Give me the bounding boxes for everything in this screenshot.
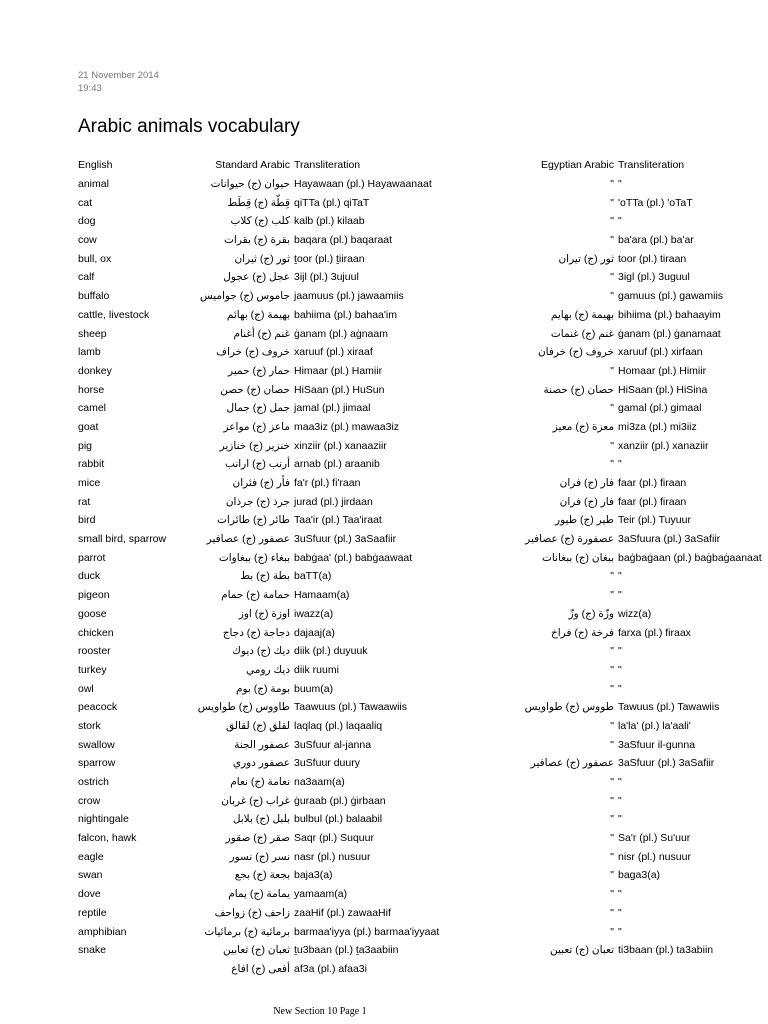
cell-egyptian-transliteration: mi3za (pl.) mi3iiz — [618, 420, 697, 433]
table-row — [76, 436, 768, 455]
table-row — [76, 754, 768, 773]
cell-egyptian-arabic: " — [610, 850, 614, 863]
table-row — [76, 941, 768, 960]
cell-egyptian-transliteration: ti3baan (pl.) ta3abiin — [618, 944, 714, 957]
cell-english: nightingale — [78, 813, 129, 826]
cell-egyptian-transliteration: " — [618, 645, 622, 658]
table-row — [76, 380, 768, 399]
cell-standard-transliteration: maa3iz (pl.) mawaa3iz — [294, 420, 400, 433]
table-row — [76, 829, 768, 848]
table-row — [76, 904, 768, 923]
table-row — [76, 418, 768, 437]
cell-english: mice — [78, 477, 101, 490]
table-row — [76, 362, 768, 381]
cell-egyptian-transliteration: 3igl (pl.) 3uguul — [618, 271, 690, 284]
table-row — [76, 511, 768, 530]
cell-english: goat — [78, 420, 99, 433]
table-row — [76, 530, 768, 549]
cell-egyptian-arabic: " — [610, 776, 614, 789]
cell-standard-arabic: حيوان (ج) حيوانات — [210, 178, 290, 191]
cell-english: eagle — [78, 850, 104, 863]
cell-egyptian-arabic: عصفورة (ج) عصافير — [525, 533, 614, 546]
table-row — [76, 548, 768, 567]
table-row — [76, 810, 768, 829]
cell-standard-transliteration: 3uSfuur (pl.) 3aSaafiir — [294, 533, 397, 546]
table-row — [76, 922, 768, 941]
cell-standard-transliteration: kalb (pl.) kilaab — [294, 215, 365, 228]
cell-standard-arabic: زاحف (ج) زواحف — [214, 906, 290, 919]
cell-standard-arabic: فأر (ج) فئران — [232, 477, 290, 490]
cell-egyptian-transliteration: faar (pl.) firaan — [618, 495, 687, 508]
cell-standard-arabic: عجل (ج) عجول — [223, 271, 290, 284]
cell-standard-transliteration: iwazz(a) — [294, 607, 334, 620]
table-row — [76, 193, 768, 212]
cell-egyptian-transliteration: Teir (pl.) Tuyuur — [618, 514, 691, 527]
cell-egyptian-arabic: " — [610, 215, 614, 228]
cell-english: ostrich — [78, 776, 109, 789]
cell-standard-transliteration: na3aam(a) — [294, 776, 345, 789]
cell-standard-arabic: ثعبان (ج) ثعابين — [223, 944, 290, 957]
cell-english: horse — [78, 383, 105, 396]
table-row — [76, 306, 768, 325]
cell-egyptian-arabic: " — [610, 439, 614, 452]
cell-standard-transliteration: barmaa'iyya (pl.) barmaa'iyyaat — [294, 925, 440, 938]
cell-standard-arabic: عصفور دوري — [232, 757, 290, 770]
cell-standard-arabic: بطة (ج) بط — [240, 570, 290, 583]
cell-standard-transliteration: Taawuus (pl.) Tawaawiis — [294, 701, 408, 714]
cell-standard-transliteration: baqara (pl.) baqaraat — [294, 234, 393, 247]
table-row — [76, 661, 768, 680]
cell-egyptian-transliteration: 3aSfuur (pl.) 3aSafiir — [618, 757, 715, 770]
cell-standard-transliteration: HiSaan (pl.) HuSun — [294, 383, 385, 396]
cell-egyptian-transliteration: " — [618, 215, 622, 228]
cell-standard-arabic: جرذ (ج) جرذان — [225, 495, 290, 508]
cell-english: crow — [78, 794, 101, 807]
cell-standard-transliteration: qiTTa (pl.) qiTaT — [294, 196, 370, 209]
cell-egyptian-arabic: معزة (ج) معيز — [552, 420, 614, 433]
cell-english: parrot — [78, 551, 106, 564]
cell-egyptian-arabic: " — [610, 402, 614, 415]
cell-egyptian-arabic: ببغان (ج) ببغانات — [541, 551, 614, 564]
cell-english: cow — [78, 234, 97, 247]
page-time: 19:43 — [78, 83, 102, 94]
cell-standard-transliteration: nasr (pl.) nusuur — [294, 850, 371, 863]
cell-egyptian-arabic: " — [610, 271, 614, 284]
cell-egyptian-transliteration: baga3(a) — [618, 869, 661, 882]
cell-standard-transliteration: diik ruumi — [294, 663, 339, 676]
table-row — [76, 605, 768, 624]
cell-egyptian-transliteration: xanziir (pl.) xanaziir — [618, 439, 709, 452]
cell-egyptian-transliteration: " — [618, 813, 622, 826]
cell-egyptian-arabic: " — [610, 645, 614, 658]
col-header-egyptian-arabic: Egyptian Arabic — [541, 159, 614, 172]
cell-egyptian-arabic: " — [610, 290, 614, 303]
table-row — [76, 175, 768, 194]
cell-egyptian-transliteration: " — [618, 682, 622, 695]
table-header-row — [76, 156, 768, 175]
cell-standard-arabic: بجعة (ج) بجع — [234, 869, 290, 882]
cell-english: owl — [78, 682, 94, 695]
cell-egyptian-arabic: " — [610, 738, 614, 751]
table-row — [76, 287, 768, 306]
cell-standard-transliteration: xaruuf (pl.) xiraaf — [294, 346, 373, 359]
cell-standard-arabic: ديك (ج) ديوك — [232, 645, 290, 658]
cell-egyptian-arabic: عصفور (ج) عصافير — [530, 757, 614, 770]
table-row — [76, 567, 768, 586]
cell-standard-arabic: غراب (ج) غربان — [221, 794, 290, 807]
table-row — [76, 268, 768, 287]
cell-egyptian-transliteration: " — [618, 794, 622, 807]
cell-egyptian-transliteration: " — [618, 178, 622, 191]
cell-egyptian-arabic: ثور (ج) تيران — [558, 252, 614, 265]
cell-english: chicken — [78, 626, 114, 639]
cell-standard-arabic: عصفور الجنة — [234, 738, 290, 751]
cell-standard-arabic: نعامة (ج) نعام — [230, 776, 290, 789]
cell-standard-transliteration: laqlaq (pl.) laqaaliq — [294, 719, 383, 732]
cell-english: turkey — [78, 663, 107, 676]
cell-egyptian-arabic: " — [610, 888, 614, 901]
cell-standard-arabic: أرنب (ج) ارانب — [225, 458, 290, 471]
cell-egyptian-transliteration: wizz(a) — [618, 607, 652, 620]
cell-egyptian-transliteration: baġbaġaan (pl.) baġbaġaanaat — [618, 551, 762, 564]
cell-english: cattle, livestock — [78, 308, 150, 321]
cell-egyptian-transliteration: ba'ara (pl.) ba'ar — [618, 234, 694, 247]
cell-standard-arabic: بقرة (ج) بقرات — [224, 234, 290, 247]
cell-egyptian-arabic: " — [610, 832, 614, 845]
cell-egyptian-arabic: " — [610, 196, 614, 209]
cell-standard-arabic: حصان (ج) حصن — [220, 383, 290, 396]
cell-english: snake — [78, 944, 107, 957]
cell-standard-transliteration: baTT(a) — [294, 570, 332, 583]
cell-egyptian-arabic: حصان (ج) حصنة — [543, 383, 614, 396]
cell-standard-transliteration: ṯu3baan (pl.) ṯa3aabiin — [294, 944, 399, 957]
vocabulary-rows — [76, 175, 768, 979]
table-row — [76, 474, 768, 493]
cell-standard-arabic: عصفور (ج) عصافير — [206, 533, 290, 546]
cell-standard-transliteration: Saqr (pl.) Suquur — [294, 832, 374, 845]
cell-standard-transliteration: ṯoor (pl.) ṯiiraan — [294, 252, 365, 265]
table-row — [76, 717, 768, 736]
col-header-egyptian-transliteration: Transliteration — [618, 159, 685, 172]
table-row — [76, 885, 768, 904]
cell-english: bird — [78, 514, 96, 527]
cell-egyptian-transliteration: " — [618, 888, 622, 901]
cell-standard-arabic: ديك رومي — [246, 663, 290, 676]
cell-standard-transliteration: bulbul (pl.) balaabil — [294, 813, 383, 826]
cell-egyptian-arabic: طووس (ج) طواويس — [524, 701, 614, 714]
cell-english: reptile — [78, 906, 107, 919]
table-row — [76, 735, 768, 754]
cell-english: amphibian — [78, 925, 127, 938]
cell-standard-arabic: نسر (ج) نسور — [229, 850, 290, 863]
cell-egyptian-arabic: " — [610, 178, 614, 191]
cell-egyptian-transliteration: " — [618, 776, 622, 789]
cell-standard-arabic: أفعى (ج) افاع — [231, 962, 290, 975]
table-row — [76, 773, 768, 792]
cell-egyptian-arabic: فار (ج) فران — [559, 477, 614, 490]
table-row — [76, 866, 768, 885]
cell-egyptian-arabic: خروف (ج) خرفان — [537, 346, 614, 359]
cell-standard-arabic: برمائية (ج) برمائيات — [204, 925, 290, 938]
cell-egyptian-transliteration: 3aSfuur il-gunna — [618, 738, 696, 751]
cell-standard-transliteration: jaamuus (pl.) jawaamiis — [294, 290, 404, 303]
cell-standard-transliteration: yamaam(a) — [294, 888, 348, 901]
cell-standard-transliteration: buum(a) — [294, 682, 334, 695]
cell-egyptian-transliteration: toor (pl.) tiraan — [618, 252, 687, 265]
cell-english: swan — [78, 869, 103, 882]
cell-egyptian-transliteration: Homaar (pl.) Himiir — [618, 364, 707, 377]
cell-egyptian-transliteration: gamal (pl.) gimaal — [618, 402, 702, 415]
cell-egyptian-transliteration: xaruuf (pl.) xirfaan — [618, 346, 703, 359]
cell-standard-arabic: لقلق (ج) لقالق — [225, 719, 290, 732]
cell-egyptian-transliteration: farxa (pl.) firaax — [618, 626, 691, 639]
table-row — [76, 698, 768, 717]
cell-english: small bird, sparrow — [78, 533, 167, 546]
table-row — [76, 642, 768, 661]
cell-standard-arabic: خنزير (ج) خنازير — [219, 439, 290, 452]
cell-english: duck — [78, 570, 101, 583]
cell-standard-arabic: ماعز (ج) مواعز — [223, 420, 290, 433]
cell-egyptian-transliteration: HiSaan (pl.) HiSina — [618, 383, 708, 396]
table-row — [76, 455, 768, 474]
cell-english: cat — [78, 196, 93, 209]
cell-standard-transliteration: Hayawaan (pl.) Hayawaanaat — [294, 178, 432, 191]
cell-english: animal — [78, 178, 109, 191]
cell-english: dove — [78, 888, 101, 901]
cell-standard-arabic: ببغاء (ج) ببغاوات — [218, 551, 290, 564]
table-row — [76, 249, 768, 268]
cell-egyptian-arabic: فرخة (ج) فراخ — [550, 626, 614, 639]
cell-egyptian-arabic: " — [610, 719, 614, 732]
cell-egyptian-arabic: طير (ج) طيور — [555, 514, 614, 527]
cell-english: falcon, hawk — [78, 832, 137, 845]
cell-standard-arabic: ثور (ج) ثيران — [234, 252, 290, 265]
cell-english: lamb — [78, 346, 101, 359]
cell-standard-transliteration: Taa'ir (pl.) Taa'iraat — [294, 514, 382, 527]
table-row — [76, 399, 768, 418]
cell-egyptian-arabic: " — [610, 925, 614, 938]
cell-standard-arabic: حمار (ج) حمير — [228, 364, 290, 377]
cell-standard-arabic: طاووس (ج) طواويس — [197, 701, 290, 714]
table-row — [76, 847, 768, 866]
cell-egyptian-transliteration: " — [618, 570, 622, 583]
cell-standard-arabic: يمامة (ج) يمام — [228, 888, 290, 901]
table-row — [76, 231, 768, 250]
cell-english: goose — [78, 607, 107, 620]
cell-standard-transliteration: ġanam (pl.) aġnaam — [294, 327, 388, 340]
cell-egyptian-transliteration: " — [618, 925, 622, 938]
cell-english: buffalo — [78, 290, 110, 303]
cell-egyptian-arabic: " — [610, 682, 614, 695]
cell-standard-transliteration: fa'r (pl.) fi'raan — [294, 477, 361, 490]
cell-standard-transliteration: babġaa' (pl.) babġaawaat — [294, 551, 413, 564]
cell-standard-transliteration: Himaar (pl.) Hamiir — [294, 364, 383, 377]
cell-standard-arabic: دجاجة (ج) دجاج — [222, 626, 290, 639]
cell-standard-arabic: بومة (ج) بوم — [235, 682, 290, 695]
vocabulary-table — [76, 156, 768, 978]
cell-english: donkey — [78, 364, 112, 377]
cell-egyptian-transliteration: 3aSfuura (pl.) 3aSafiir — [618, 533, 721, 546]
cell-egyptian-transliteration: bihiima (pl.) bahaayim — [618, 308, 721, 321]
cell-egyptian-transliteration — [616, 960, 768, 979]
page-date: 21 November 2014 — [78, 70, 159, 81]
cell-egyptian-arabic: فار (ج) فران — [559, 495, 614, 508]
cell-standard-arabic: جمل (ج) جمال — [226, 402, 290, 415]
cell-english — [76, 960, 190, 979]
table-row — [76, 623, 768, 642]
cell-standard-arabic: جاموس (ج) جواميس — [199, 290, 290, 303]
cell-standard-transliteration: zaaHif (pl.) zawaaHif — [294, 906, 391, 919]
cell-standard-transliteration: af3a (pl.) afaa3i — [294, 962, 367, 975]
cell-standard-arabic: اوزة (ج) اوز — [238, 607, 290, 620]
cell-standard-arabic: كلب (ج) كلاب — [230, 215, 290, 228]
cell-egyptian-arabic: " — [610, 794, 614, 807]
cell-egyptian-transliteration: " — [618, 906, 622, 919]
page-title: Arabic animals vocabulary — [78, 116, 300, 137]
cell-english: dog — [78, 215, 96, 228]
cell-egyptian-arabic: " — [610, 234, 614, 247]
cell-egyptian-transliteration: " — [618, 663, 622, 676]
cell-egyptian-transliteration: nisr (pl.) nusuur — [618, 850, 691, 863]
cell-egyptian-arabic: " — [610, 570, 614, 583]
col-header-standard-arabic: Standard Arabic — [215, 159, 290, 172]
cell-english: sparrow — [78, 757, 116, 770]
cell-egyptian-arabic: " — [610, 869, 614, 882]
cell-english: rooster — [78, 645, 111, 658]
table-row — [76, 492, 768, 511]
cell-egyptian-arabic: بهيمة (ج) بهايم — [550, 308, 614, 321]
cell-egyptian-transliteration: la'la' (pl.) la'aali' — [618, 719, 691, 732]
col-header-english: English — [78, 159, 113, 172]
cell-standard-transliteration: xinziir (pl.) xanaaziir — [294, 439, 387, 452]
cell-standard-arabic: قِطّة (ج) قِطَط — [227, 196, 290, 209]
cell-standard-arabic: حمامة (ج) حمام — [221, 589, 290, 602]
cell-egyptian-arabic: " — [610, 589, 614, 602]
cell-english: rabbit — [78, 458, 105, 471]
cell-standard-arabic: بلبل (ج) بلابل — [232, 813, 290, 826]
cell-egyptian-arabic: تعبان (ج) تعبين — [550, 944, 614, 957]
cell-standard-arabic: طائر (ج) طائرات — [217, 514, 290, 527]
cell-english: peacock — [78, 701, 118, 714]
cell-egyptian-transliteration: " — [618, 589, 622, 602]
cell-egyptian-transliteration: " — [618, 458, 622, 471]
table-row — [76, 586, 768, 605]
cell-egyptian-arabic — [466, 960, 616, 979]
cell-standard-transliteration: Hamaam(a) — [294, 589, 350, 602]
cell-standard-arabic: خروف (ج) خراف — [216, 346, 290, 359]
cell-standard-transliteration: 3uSfuur al-janna — [294, 738, 372, 751]
cell-standard-arabic: بهيمة (ج) بهائم — [226, 308, 290, 321]
cell-standard-transliteration: 3uSfuur duury — [294, 757, 360, 770]
cell-standard-transliteration: jurad (pl.) jirdaan — [294, 495, 373, 508]
cell-egyptian-transliteration: Sa'r (pl.) Su'uur — [618, 832, 691, 845]
table-row — [76, 343, 768, 362]
table-row — [76, 324, 768, 343]
cell-standard-transliteration: baja3(a) — [294, 869, 333, 882]
cell-english: pig — [78, 439, 93, 452]
page-timestamp — [78, 69, 159, 95]
cell-english: camel — [78, 402, 107, 415]
cell-egyptian-arabic: " — [610, 906, 614, 919]
cell-english: calf — [78, 271, 95, 284]
cell-standard-transliteration: ġuraab (pl.) ġirbaan — [294, 794, 386, 807]
table-row — [76, 679, 768, 698]
cell-standard-transliteration: arnab (pl.) araanib — [294, 458, 380, 471]
cell-egyptian-arabic: غنم (ج) غنمات — [550, 327, 614, 340]
cell-egyptian-arabic: " — [610, 364, 614, 377]
cell-standard-transliteration: 3ijl (pl.) 3ujuul — [294, 271, 359, 284]
cell-egyptian-transliteration: 'oTTa (pl.) 'oTaT — [618, 196, 693, 209]
page-footer: New Section 10 Page 1 — [273, 1006, 367, 1017]
cell-egyptian-transliteration: faar (pl.) firaan — [618, 477, 687, 490]
cell-egyptian-arabic: " — [610, 663, 614, 676]
cell-egyptian-arabic: " — [610, 813, 614, 826]
cell-standard-transliteration: diik (pl.) duyuuk — [294, 645, 368, 658]
cell-egyptian-transliteration: gamuus (pl.) gawamiis — [618, 290, 724, 303]
cell-standard-transliteration: dajaaj(a) — [294, 626, 335, 639]
cell-egyptian-arabic: " — [610, 458, 614, 471]
cell-english: rat — [78, 495, 91, 508]
cell-standard-transliteration: bahiima (pl.) bahaa'im — [294, 308, 397, 321]
cell-english: pigeon — [78, 589, 110, 602]
cell-egyptian-transliteration: ġanam (pl.) ġanamaat — [618, 327, 721, 340]
cell-english: stork — [78, 719, 101, 732]
cell-standard-transliteration: jamal (pl.) jimaal — [294, 402, 371, 415]
cell-egyptian-transliteration: Tawuus (pl.) Tawawiis — [618, 701, 720, 714]
cell-egyptian-arabic: وزّة (ج) وزّ — [568, 607, 614, 620]
cell-english: bull, ox — [78, 252, 112, 265]
col-header-standard-transliteration: Transliteration — [294, 159, 361, 172]
cell-standard-arabic: صقر (ج) صقور — [225, 832, 290, 845]
table-row — [76, 212, 768, 231]
table-row — [76, 791, 768, 810]
cell-english: swallow — [78, 738, 115, 751]
cell-standard-arabic: غنم (ج) أغنام — [233, 327, 290, 340]
table-row — [76, 960, 768, 979]
cell-english: sheep — [78, 327, 107, 340]
